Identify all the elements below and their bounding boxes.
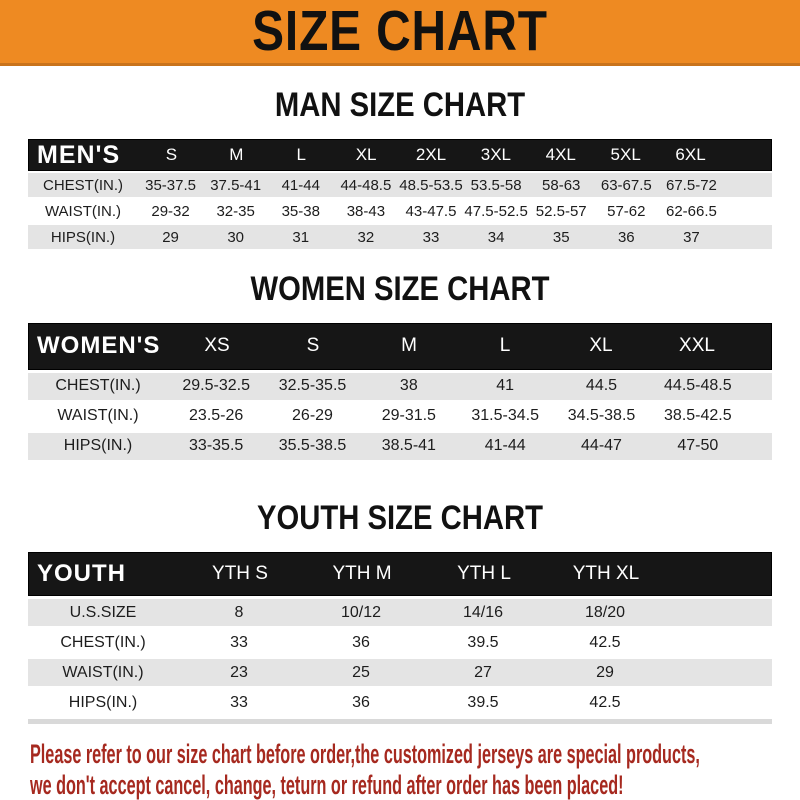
table-row <box>28 659 772 686</box>
table-row <box>28 403 772 430</box>
row-label: CHEST(IN.) <box>43 176 123 194</box>
column-header: 2XL <box>415 145 447 165</box>
size-cell: 36 <box>617 228 635 246</box>
size-cell: 25 <box>352 663 370 681</box>
size-cell: 36 <box>352 693 370 711</box>
size-cell: 34 <box>487 228 505 246</box>
size-cell: 32-35 <box>216 202 255 220</box>
size-cell: 38.5-41 <box>381 437 436 455</box>
column-header: L <box>296 145 306 165</box>
table-row <box>28 225 772 249</box>
size-cell: 42.5 <box>589 693 621 711</box>
size-cell: 43-47.5 <box>405 202 457 220</box>
table-row <box>28 629 772 656</box>
size-cell: 35-37.5 <box>145 176 196 194</box>
size-cell: 33 <box>422 228 440 246</box>
column-header: 6XL <box>675 145 706 165</box>
table-header-row <box>28 323 772 370</box>
table-bottom-strip <box>28 719 772 724</box>
size-cell: 35 <box>552 228 570 246</box>
column-header: YTH M <box>332 563 392 585</box>
row-label: U.S.SIZE <box>69 603 137 621</box>
size-cell: 58-63 <box>542 176 581 194</box>
women-size-table <box>28 323 772 460</box>
row-label: WAIST(IN.) <box>62 663 144 681</box>
size-cell: 30 <box>227 228 244 246</box>
size-cell: 62-66.5 <box>666 202 717 220</box>
size-cell: 44-47 <box>581 437 622 455</box>
column-header: 5XL <box>610 145 641 165</box>
size-cell: 47-50 <box>677 437 719 455</box>
size-cell: 31.5-34.5 <box>471 407 539 425</box>
footer-note <box>30 739 800 800</box>
size-cell: 27 <box>474 663 492 681</box>
size-cell: 10/12 <box>340 603 382 621</box>
size-cell: 29.5-32.5 <box>182 377 250 395</box>
size-cell: 35.5-38.5 <box>278 437 347 455</box>
row-label: HIPS(IN.) <box>68 693 138 711</box>
size-cell: 8 <box>234 603 244 621</box>
page-title: SIZE CHART <box>252 0 548 63</box>
size-cell: 37 <box>683 228 700 246</box>
row-label: HIPS(IN.) <box>63 437 133 455</box>
size-cell: 67.5-72 <box>666 176 717 194</box>
table-header-label: YOUTH <box>37 560 126 588</box>
footer-note-line1: Please refer to our size chart before order,the customized jerseys are special products, <box>30 739 700 770</box>
table-header-label: MEN'S <box>37 140 121 169</box>
size-cell: 32 <box>357 228 375 246</box>
size-cell: 38 <box>399 377 418 395</box>
size-cell: 35-38 <box>281 202 320 220</box>
size-cell: 26-29 <box>292 407 333 425</box>
size-cell: 29 <box>162 228 179 246</box>
section-heading-women: WOMEN SIZE CHART <box>250 270 550 309</box>
row-label: CHEST(IN.) <box>55 377 141 395</box>
size-cell: 29-31.5 <box>381 407 436 425</box>
size-cell: 39.5 <box>467 693 499 711</box>
size-cell: 29 <box>596 663 614 681</box>
row-label: HIPS(IN.) <box>50 228 116 246</box>
column-header: XL <box>589 335 613 357</box>
size-cell: 41-44 <box>281 176 320 194</box>
size-cell: 44.5-48.5 <box>664 377 732 395</box>
table-body <box>28 373 772 460</box>
size-cell: 14/16 <box>462 603 504 621</box>
size-cell: 39.5 <box>467 633 499 651</box>
row-label: WAIST(IN.) <box>44 202 122 220</box>
size-cell: 41 <box>496 377 515 395</box>
banner <box>0 0 800 66</box>
column-header: XS <box>204 335 230 357</box>
size-cell: 33 <box>230 693 248 711</box>
men-size-table <box>28 139 772 249</box>
table-row <box>28 373 772 400</box>
column-header: 4XL <box>545 145 576 165</box>
size-cell: 36 <box>352 633 370 651</box>
column-header: S <box>165 145 178 165</box>
table-row <box>28 199 772 223</box>
table-header-label: WOMEN'S <box>37 332 161 360</box>
size-cell: 42.5 <box>589 633 621 651</box>
size-cell: 47.5-52.5 <box>464 202 528 220</box>
table-row <box>28 689 772 716</box>
size-cell: 18/20 <box>584 603 626 621</box>
column-header: XXL <box>679 335 715 357</box>
table-row <box>28 599 772 626</box>
column-header: S <box>306 335 320 357</box>
youth-size-table <box>28 552 772 716</box>
size-cell: 53.5-58 <box>470 176 522 194</box>
size-cell: 38.5-42.5 <box>664 407 732 425</box>
column-header: M <box>401 335 417 357</box>
size-cell: 44-48.5 <box>340 176 392 194</box>
column-header: L <box>499 335 511 357</box>
table-header-row <box>28 552 772 596</box>
column-header: XL <box>355 145 377 165</box>
table-row <box>28 433 772 460</box>
table-body <box>28 599 772 716</box>
size-cell: 44.5 <box>585 377 618 395</box>
section-heading-men: MAN SIZE CHART <box>274 86 526 124</box>
column-header: YTH XL <box>572 563 640 585</box>
size-cell: 34.5-38.5 <box>567 407 636 425</box>
section-heading-youth: YOUTH SIZE CHART <box>257 498 543 537</box>
size-cell: 41-44 <box>484 437 526 455</box>
table-body <box>28 173 772 249</box>
size-cell: 31 <box>292 228 310 246</box>
size-cell: 33-35.5 <box>189 437 244 455</box>
size-cell: 57-62 <box>607 202 646 220</box>
column-header: YTH S <box>212 563 268 585</box>
footer-note-line2: we don't accept cancel, change, teturn or refund after order has been placed! <box>30 770 624 800</box>
table-header-row <box>28 139 772 171</box>
size-cell: 52.5-57 <box>535 202 587 220</box>
row-label: CHEST(IN.) <box>60 633 146 651</box>
column-header: YTH L <box>457 563 511 585</box>
size-cell: 23.5-26 <box>189 407 244 425</box>
table-row <box>28 173 772 197</box>
size-cell: 29-32 <box>151 202 190 220</box>
size-cell: 38-43 <box>346 202 386 220</box>
size-cell: 32.5-35.5 <box>278 377 347 395</box>
column-header: 3XL <box>480 145 511 165</box>
row-label: WAIST(IN.) <box>57 407 139 425</box>
size-cell: 23 <box>230 663 248 681</box>
size-cell: 37.5-41 <box>210 176 262 194</box>
size-cell: 48.5-53.5 <box>399 176 463 194</box>
size-cell: 63-67.5 <box>600 176 652 194</box>
column-header: M <box>229 145 244 165</box>
size-cell: 33 <box>230 633 248 651</box>
